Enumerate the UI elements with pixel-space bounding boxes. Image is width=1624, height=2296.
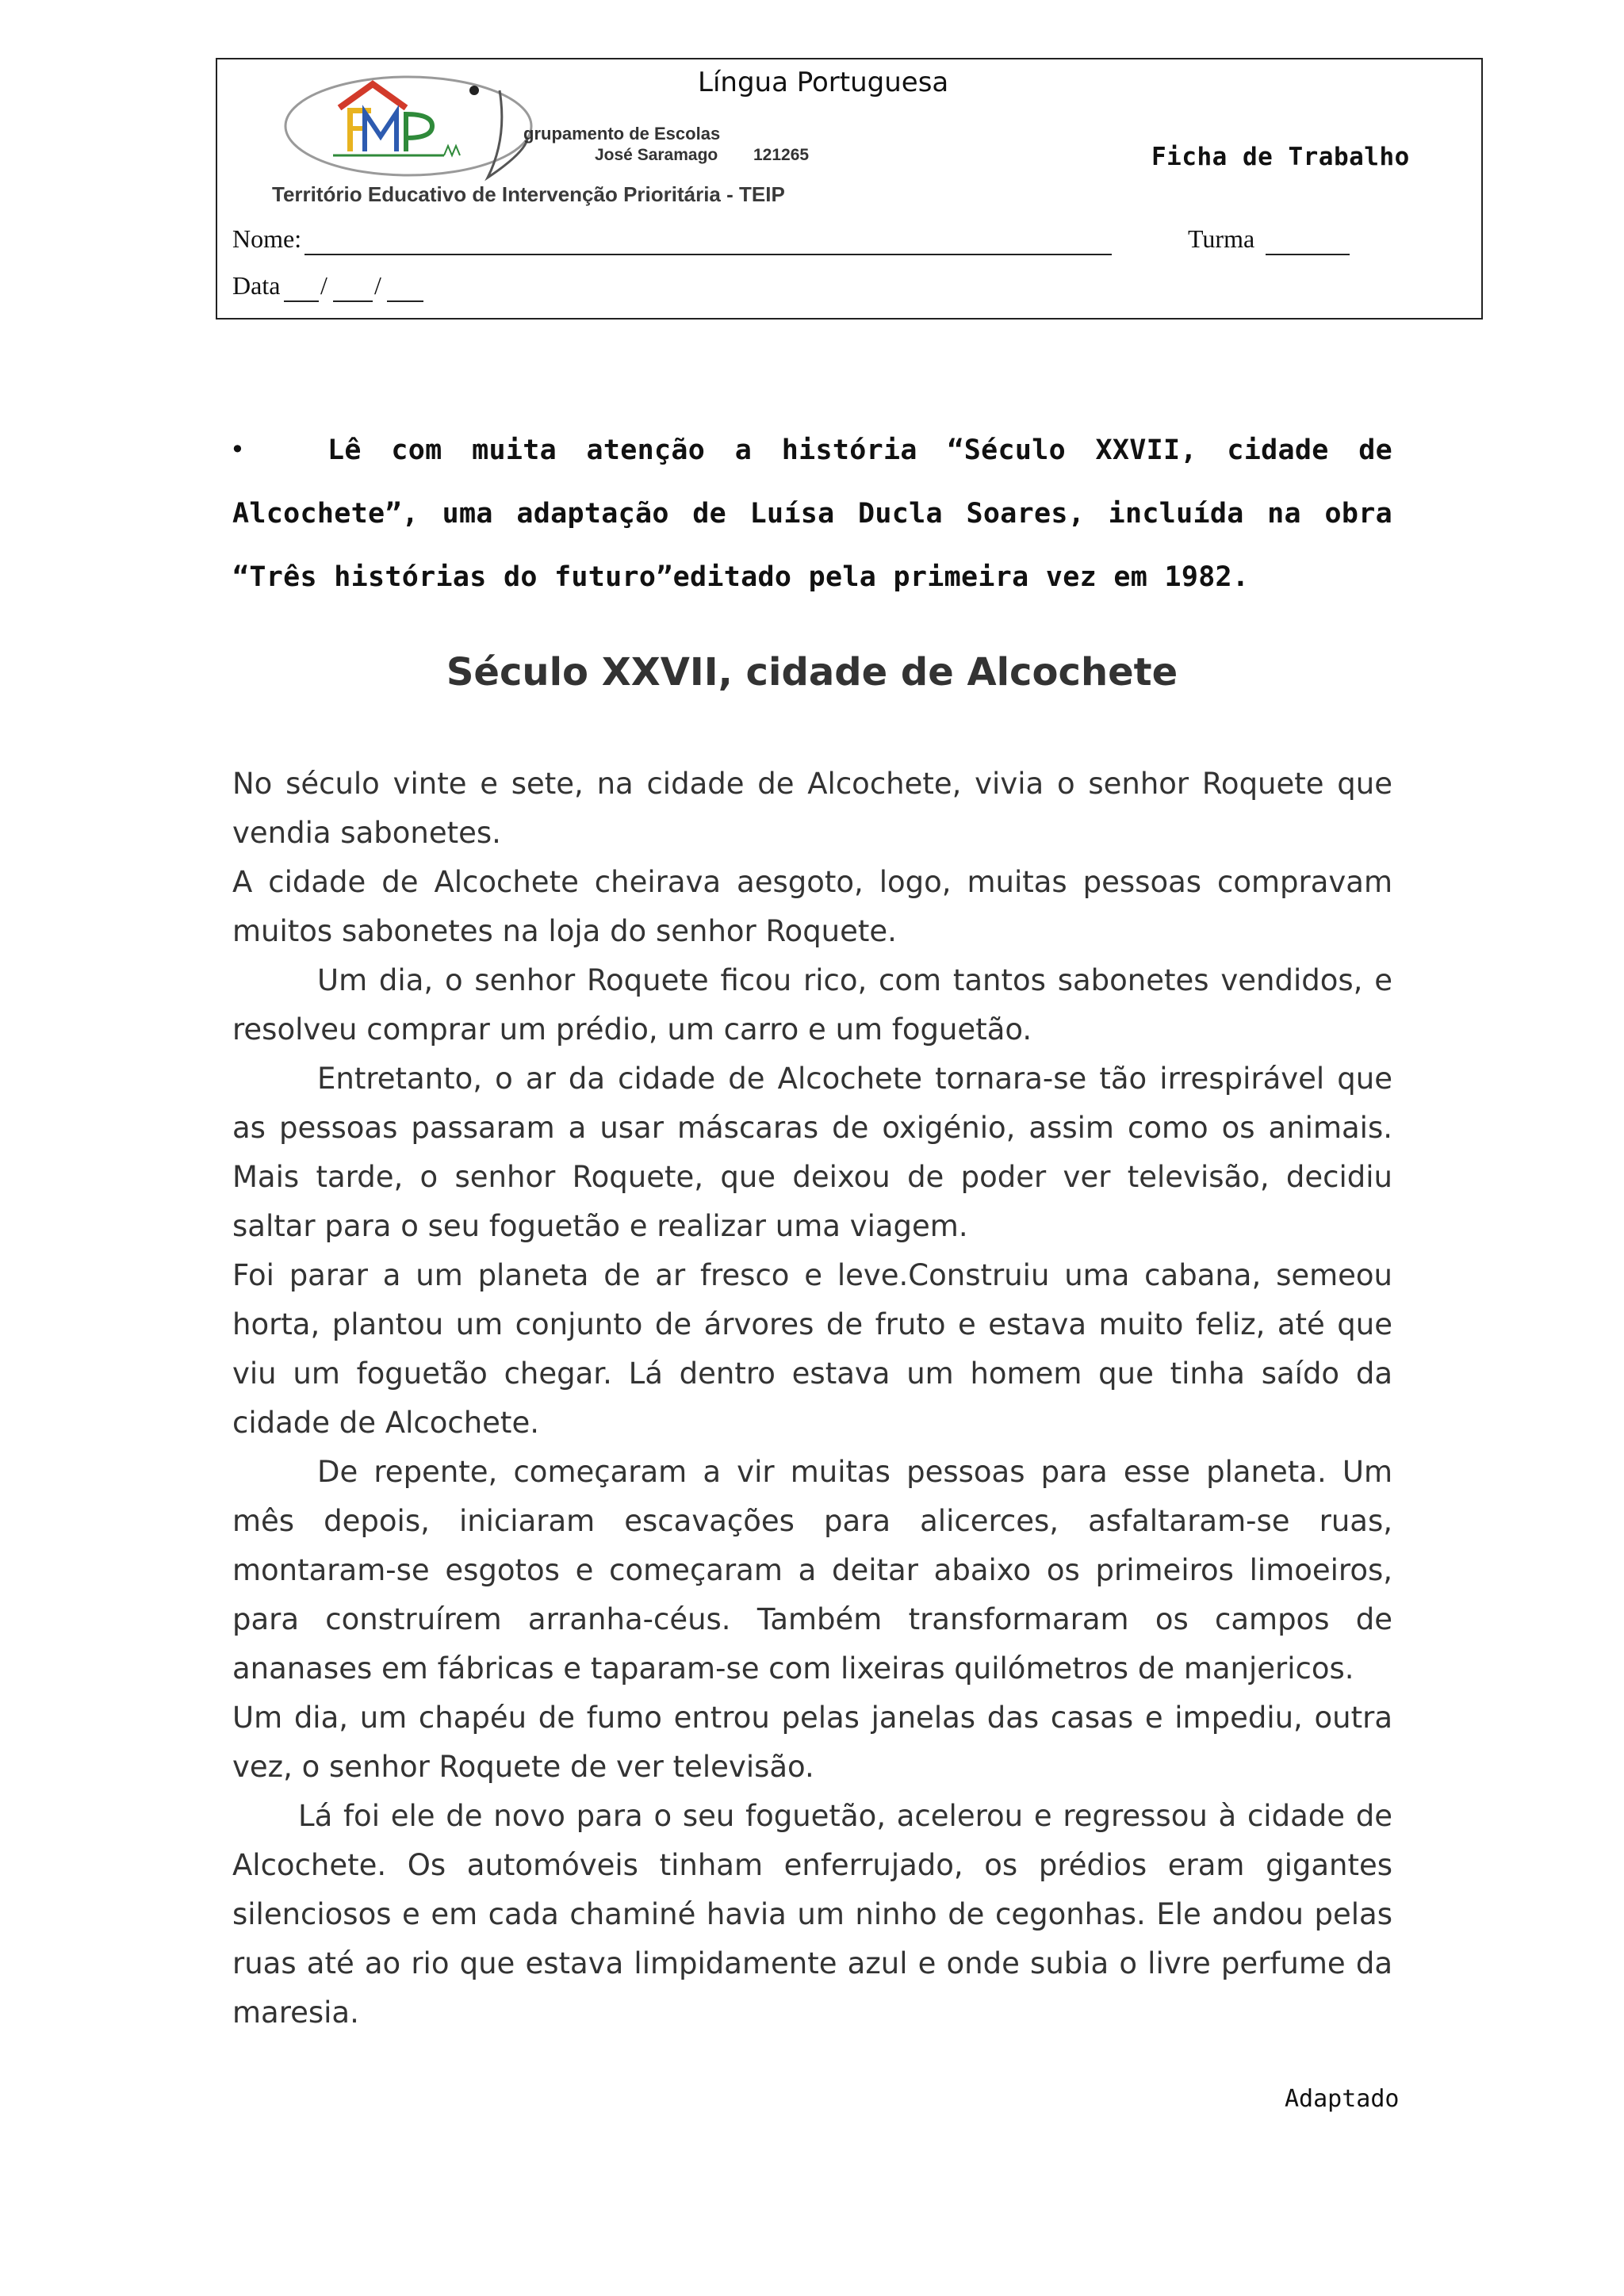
date-year-field[interactable] [387,300,423,302]
date-month-field[interactable] [333,300,373,302]
worksheet-label: Ficha de Trabalho [1151,143,1410,171]
teip-line: Território Educativo de Intervenção Prioritária - TEIP [272,182,785,206]
school-line-2: José Saramago [595,146,718,164]
instruction-bullet: • [230,434,245,465]
story-paragraph: Lá foi ele de novo para o seu foguetão, acelerou e regressou à cidade de Alcochete. Os automóveis tinham enferrujado, os prédios eram gigantes silenciosos e em cada chaminé havia um ninho de cegonhas. Ele andou pelas ruas até ao rio que estava limpidamente azul e onde subia o livre perfume da maresia. [232,1799,1392,2030]
story-paragraph: No século vinte e sete, na cidade de Alcochete, vivia o senhor Roquete que vendia sabonetes. [232,767,1392,850]
story-body [232,760,1392,2038]
story-paragraph: Entretanto, o ar da cidade de Alcochete tornara-se tão irrespirável que as pessoas passaram a usar máscaras de oxigénio, assim como os animais. Mais tarde, o senhor Roquete, que deixou de poder ver televisão, decidiu saltar para o seu foguetão e realizar uma viagem. [232,1062,1392,1243]
date-separator-1: / [320,271,327,300]
story-paragraph: Foi parar a um planeta de ar fresco e leve.Construiu uma cabana, semeou horta, plantou um conjunto de árvores de fruto e estava muito feliz, até que viu um foguetão chegar. Lá dentro estava um homem que tinha saído da cidade de Alcochete. [232,1258,1392,1440]
story-paragraph: Um dia, o senhor Roquete ficou rico, com tantos sabonetes vendidos, e resolveu comprar um prédio, um carro e um foguetão. [232,963,1392,1047]
instruction-text: Lê com muita atenção a história “Século XXVII, cidade de Alcochete”, uma adaptação de Luísa Ducla Soares, incluída na obra “Três histórias do futuro”editado pela primeira vez em 1982. [232,434,1392,593]
school-code: 121265 [753,146,810,164]
class-label: Turma [1188,224,1255,253]
name-label: Nome: [232,224,302,253]
name-field[interactable] [304,254,1112,255]
class-field[interactable] [1266,254,1350,255]
date-label: Data [232,271,281,300]
date-day-field[interactable] [284,300,319,302]
story-title: Século XXVII, cidade de Alcochete [446,650,1178,695]
story-paragraph: Um dia, um chapéu de fumo entrou pelas janelas das casas e impediu, outra vez, o senhor Roquete de ver televisão. [232,1701,1392,1784]
adapted-label: Adaptado [1285,2085,1400,2113]
date-separator-2: / [374,271,381,300]
story-paragraph: A cidade de Alcochete cheirava aesgoto, logo, muitas pessoas compravam muitos sabonetes na loja do senhor Roquete. [232,865,1392,948]
story-paragraph: De repente, começaram a vir muitas pessoas para esse planeta. Um mês depois, iniciaram escavações para alicerces, asfaltaram-se ruas, montaram-se esgotos e começaram a deitar abaixo os primeiros limoeiros, para construírem arranha-céus. Também transformaram os campos de ananases em fábricas e taparam-se com lixeiras quilómetros de manjericos. [232,1455,1392,1686]
subject-title: Língua Portuguesa [698,67,949,98]
school-line-1: grupamento de Escolas [523,124,721,144]
